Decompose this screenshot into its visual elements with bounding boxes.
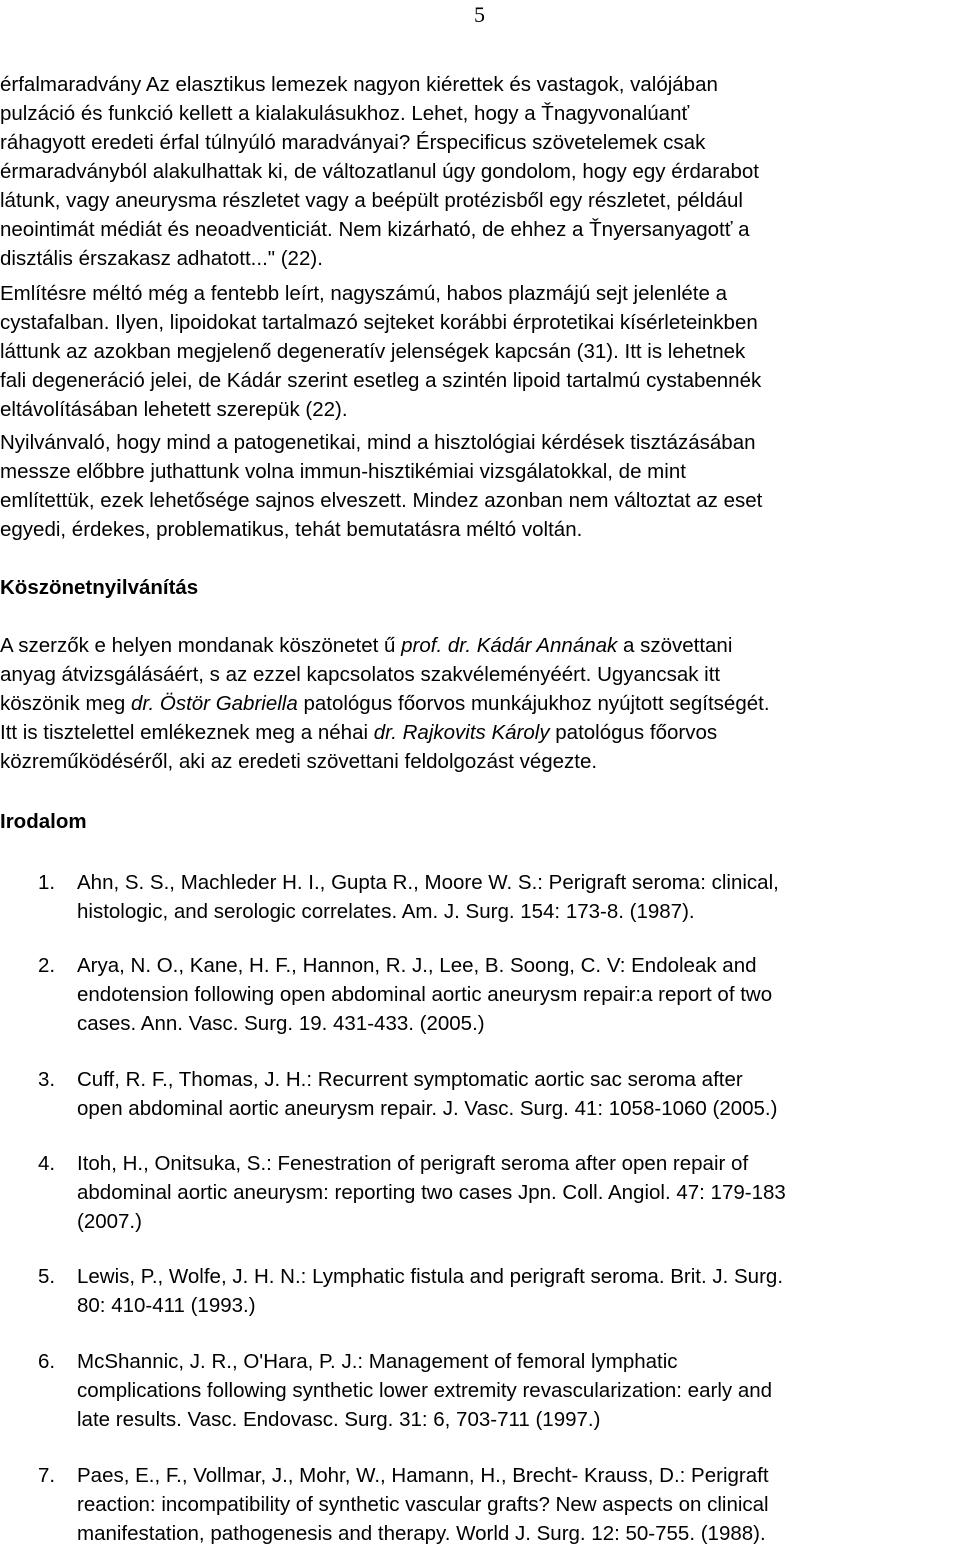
reference-line: Ahn, S. S., Machleder H. I., Gupta R., Moore W. S.: Perigraft seroma: clinical, <box>77 871 779 894</box>
body-line: ráhagyott eredeti érfal túlnyúló maradványai? Érspecificus szövetelemek csak <box>0 131 706 154</box>
reference-line: McShannic, J. R., O'Hara, P. J.: Management of femoral lymphatic <box>77 1350 678 1373</box>
body-line: egyedi, érdekes, problematikus, tehát bemutatásra méltó voltán. <box>0 518 583 541</box>
reference-number: 4. <box>38 1152 56 1175</box>
acknowledgement-line: közreműködéséről, aki az eredeti szövettani feldolgozást végezte. <box>0 750 598 773</box>
body-line: Említésre méltó még a fentebb leírt, nagyszámú, habos plazmájú sejt jelenléte a <box>0 282 727 305</box>
reference-number: 3. <box>38 1068 56 1091</box>
reference-line: Cuff, R. F., Thomas, J. H.: Recurrent symptomatic aortic sac seroma after <box>77 1068 743 1091</box>
acknowledgement-heading: Köszönetnyilvánítás <box>0 576 199 599</box>
reference-number: 5. <box>38 1265 56 1288</box>
reference-number: 7. <box>38 1464 56 1487</box>
reference-line: open abdominal aortic aneurysm repair. J. Vasc. Surg. 41: 1058-1060 (2005.) <box>77 1097 778 1120</box>
acknowledgement-line: anyag átvizsgálásáért, s az ezzel kapcsolatos szakvéleményéért. Ugyancsak itt <box>0 663 721 686</box>
reference-line: reaction: incompatibility of synthetic vascular grafts? New aspects on clinical <box>77 1493 769 1516</box>
body-line: látunk, vagy aneurysma részletet vagy a beépült protézisből egy részletet, például <box>0 189 743 212</box>
body-line: messze előbbre juthattunk volna immun-hisztikémiai vizsgálatokkal, de mint <box>0 460 686 483</box>
reference-line: complications following synthetic lower extremity revascularization: early and <box>77 1379 773 1402</box>
reference-line: abdominal aortic aneurysm: reporting two cases Jpn. Coll. Angiol. 47: 179-183 <box>77 1181 786 1204</box>
body-line: cystafalban. Ilyen, lipoidokat tartalmazó sejteket korábbi érprotetikai kísérleteinkben <box>0 311 758 334</box>
body-line: fali degeneráció jelei, de Kádár szerint esetleg a szintén lipoid tartalmú cystabennék <box>0 369 762 392</box>
body-line: láttunk az azokban megjelenő degeneratív jelenségek kapcsán (31). Itt is lehetnek <box>0 340 746 363</box>
reference-line: endotension following open abdominal aortic aneurysm repair:a report of two <box>77 983 773 1006</box>
reference-line: histologic, and serologic correlates. Am. J. Surg. 154: 173-8. (1987). <box>77 900 695 923</box>
body-line: pulzáció és funkció kellett a kialakulásukhoz. Lehet, hogy a Ťnagyvonalúanť <box>0 102 690 125</box>
body-line: disztális érszakasz adhatott..." (22). <box>0 247 323 270</box>
body-line: Nyilvánvaló, hogy mind a patogenetikai, mind a hisztológiai kérdések tisztázásában <box>0 431 756 454</box>
body-line: érfalmaradvány Az elasztikus lemezek nagyon kiérettek és vastagok, valójában <box>0 73 718 96</box>
reference-number: 2. <box>38 954 56 977</box>
reference-line: Arya, N. O., Kane, H. F., Hannon, R. J., Lee, B. Soong, C. V: Endoleak and <box>77 954 757 977</box>
body-line: neointimát médiát és neoadventiciát. Nem kizárható, de ehhez a Ťnyersanyagotť a <box>0 218 750 241</box>
acknowledgement-line: A szerzők e helyen mondanak köszönetet ű prof. dr. Kádár Annának a szövettani <box>0 634 733 657</box>
reference-line: Lewis, P., Wolfe, J. H. N.: Lymphatic fistula and perigraft seroma. Brit. J. Surg. <box>77 1265 784 1288</box>
references-heading: Irodalom <box>0 810 87 833</box>
reference-line: 80: 410-411 (1993.) <box>77 1294 256 1317</box>
body-line: eltávolításában lehetett szerepük (22). <box>0 398 348 421</box>
acknowledgement-line: Itt is tisztelettel emlékeznek meg a néhai dr. Rajkovits Károly patológus főorvos <box>0 721 718 744</box>
reference-line: manifestation, pathogenesis and therapy. World J. Surg. 12: 50-755. (1988). <box>77 1522 766 1545</box>
acknowledgement-line: köszönik meg dr. Östör Gabriella patológus főorvos munkájukhoz nyújtott segítségét. <box>0 692 770 715</box>
page-number: 5 <box>474 2 485 27</box>
reference-line: Paes, E., F., Vollmar, J., Mohr, W., Hamann, H., Brecht- Krauss, D.: Perigraft <box>77 1464 769 1487</box>
body-line: érmaradványból alakulhattak ki, de változatlanul úgy gondolom, hogy egy érdarabot <box>0 160 759 183</box>
reference-line: Itoh, H., Onitsuka, S.: Fenestration of perigraft seroma after open repair of <box>77 1152 749 1175</box>
reference-number: 1. <box>38 871 56 894</box>
reference-line: cases. Ann. Vasc. Surg. 19. 431-433. (2005.) <box>77 1012 485 1035</box>
reference-number: 6. <box>38 1350 56 1373</box>
reference-line: (2007.) <box>77 1210 142 1233</box>
body-line: említettük, ezek lehetősége sajnos elveszett. Mindez azonban nem változtat az eset <box>0 489 763 512</box>
reference-line: late results. Vasc. Endovasc. Surg. 31: 6, 703-711 (1997.) <box>77 1408 601 1431</box>
